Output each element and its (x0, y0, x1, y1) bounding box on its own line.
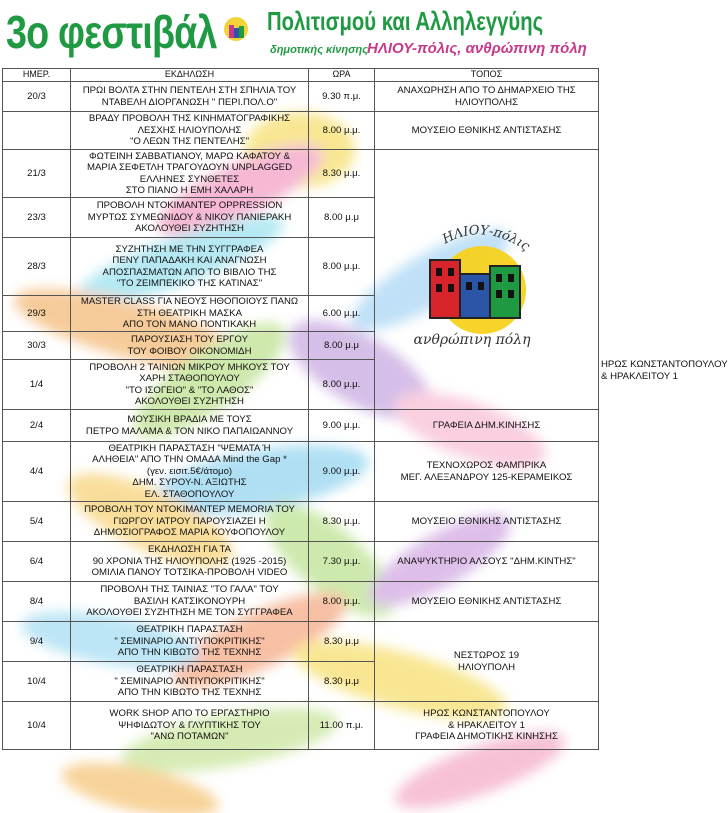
cell-event (71, 582, 309, 622)
cell-date: 6/4 (3, 542, 71, 582)
cell-text-line: & ΗΡΑΚΛΕΙΤΟΥ 1 (447, 719, 526, 731)
cell-date: 20/3 (3, 82, 71, 112)
cell-text-line: ΑΛΗΘΕΙΑ" ΑΠΟ ΤΗΝ ΟΜΑΔΑ Mind the Gap * (92, 454, 287, 466)
header (0, 0, 600, 66)
cell-place (375, 442, 599, 502)
header-place: ΤΟΠΟΣ (375, 69, 599, 82)
organizer-label: δημοτικής κίνησης (270, 44, 368, 56)
cell-text-line: "ΑΝΩ ΠΟΤΑΜΩΝ" (150, 731, 229, 743)
cell-text-line: ΑΚΟΛΟΥΘΕΙ ΣΥΖΗΤΗΣΗ ΜΕ ΤΟΝ ΣΥΓΓΡΑΦΕΑ (86, 607, 293, 619)
cell-event (71, 702, 309, 750)
table-row (3, 112, 599, 150)
cell-date: 5/4 (3, 502, 71, 542)
cell-event (71, 622, 309, 662)
cell-date: 28/3 (3, 238, 71, 296)
cell-date: 23/3 (3, 198, 71, 238)
cell-text-line: ΗΛΙΟΥΠΟΛΗ (457, 661, 516, 673)
cell-text-line: ΜΑΡΙΑ ΣΕΦΕΤΛΗ ΤΡΑΓΟΥΔΟΥΝ UNPLAGGED (86, 162, 292, 173)
cell-event (71, 360, 309, 410)
festival-title: 3ο φεστιβάλ (6, 6, 217, 58)
table-row (3, 502, 599, 542)
cell-time: 8.00 μ.μ. (309, 582, 375, 622)
cell-text-line: ΑΝΑΨΥΚΤΗΡΙΟ ΑΛΣΟΥΣ "ΔΗΜ.ΚΙΝΤΗΣ" (397, 555, 576, 567)
cell-text-line: ΠΕΝΥ ΠΑΠΑΔΑΚΗ ΚΑΙ ΑΝΑΓΝΩΣΗ (112, 255, 267, 266)
cell-text-line: ΝΕΣΤΩΡΟΣ 19 (453, 650, 520, 661)
cell-text-line: " ΣΕΜΙΝΑΡΙΟ ΑΝΤΙΥΠΟΚΡΙΤΙΚΗΣ" (114, 675, 265, 687)
cell-place (375, 702, 599, 750)
cell-time: 8.00 μ.μ. (309, 238, 375, 296)
cell-text-line: ΑΚΟΛΟΥΘΕΙ ΣΥΖΗΤΗΣΗ (135, 223, 244, 235)
cell-text-line: WORK SHOP ΑΠΟ ΤΟ ΕΡΓΑΣΤΗΡΙΟ (109, 708, 270, 720)
cell-event (71, 296, 309, 332)
table-row (3, 542, 599, 582)
cell-text-line: ΟΜΙΛΙΑ ΠΑΝΟΥ ΤΟΤΣΙΚΑ-ΠΡΟΒΟΛΗ VIDEO (91, 567, 288, 579)
cell-text-line: ΜΕΓ. ΑΛΕΞΑΝΔΡΟΥ 125-ΚΕΡΑΜΕΙΚΟΣ (400, 471, 573, 483)
cell-text-line: ΒΡΑΔΥ ΠΡΟΒΟΛΗ ΤΗΣ ΚΙΝΗΜΑΤΟΓΡΑΦΙΚΗΣ (88, 113, 291, 125)
cell-text-line: 90 ΧΡΟΝΙΑ ΤΗΣ ΗΛΙΟΥΠΟΛΗΣ (1925 -2015) (92, 555, 287, 567)
cell-event (71, 442, 309, 502)
cell-text-line: ΣΤΗ ΘΕΑΤΡΙΚΗ ΜΑΣΚΑ (137, 307, 242, 319)
program-table (2, 68, 728, 750)
cell-text-line: MASTER CLASS ΓΙΑ ΝΕΟΥΣ ΗΘΟΠΟΙΟΥΣ ΠΑΝΩ (80, 296, 299, 308)
cell-date: 30/3 (3, 332, 71, 360)
cell-text-line: ΤΕΧΝΟΧΩΡΟΣ ΦΑΜΠΡΙΚΑ (426, 460, 547, 471)
cell-date (3, 112, 71, 150)
cell-text-line: ΠΡΟΒΟΛΗ ΝΤΟΚΙΜΑΝΤΕΡ OPPRESSION (96, 200, 283, 212)
movement-name: ΗΛΙΟΥ-πόλις, ανθρώπινη πόλη (367, 40, 587, 57)
cell-time: 8.30 μ.μ. (309, 502, 375, 542)
cell-time: 7.30 μ.μ. (309, 542, 375, 582)
cell-time: 9.00 μ.μ. (309, 442, 375, 502)
cell-time: 11.00 π.μ. (309, 702, 375, 750)
cell-event (71, 410, 309, 442)
cell-date: 4/4 (3, 442, 71, 502)
cell-time: 8.00 μ.μ (309, 198, 375, 238)
header-date: ΗΜΕΡ. (3, 69, 71, 82)
cell-time: 8.00 μ.μ (309, 332, 375, 360)
cell-text-line: ΘΕΑΤΡΙΚΗ ΠΑΡΑΣΤΑΣΗ (136, 624, 243, 636)
cell-text-line: ΓΙΩΡΓΟΥ ΙΑΤΡΟΥ ΠΑΡΟΥΣΙΑΖΕΙ Η (113, 515, 266, 527)
cell-date: 10/4 (3, 702, 71, 750)
cell-time: 9.30 π.μ. (309, 82, 375, 112)
cell-text-line: ΜΟΥΣΕΙΟ ΕΘΝΙΚΗΣ ΑΝΤΙΣΤΑΣΗΣ (411, 595, 562, 607)
cell-text-line: ΜΥΡΤΩΣ ΣΥΜΕΩΝΙΔΟΥ & ΝΙΚΟΥ ΠΑΝΙΕΡΑΚΗ (87, 211, 292, 223)
cell-place (375, 112, 599, 150)
cell-place (375, 82, 599, 112)
cell-text-line: " ΣΕΜΙΝΑΡΙΟ ΑΝΤΙΥΠΟΚΡΙΤΙΚΗΣ" (114, 635, 265, 647)
cell-event (71, 332, 309, 360)
cell-text-line: ΣΥΖΗΤΗΣΗ ΜΕ ΤΗΝ ΣΥΓΓΡΑΦΕΑ (115, 243, 264, 255)
cell-text-line: ΑΠΟ ΤΗΝ ΚΙΒΩΤΟ ΤΗΣ ΤΕΧΝΗΣ (117, 687, 262, 699)
cell-date: 9/4 (3, 622, 71, 662)
cell-time: 6.00 μ.μ. (309, 296, 375, 332)
table-row (3, 442, 599, 502)
cell-text-line: "Ο ΛΕΩΝ ΤΗΣ ΠΕΝΤΕΛΗΣ" (130, 136, 249, 148)
cell-text-line: ΜΟΥΣΕΙΟ ΕΘΝΙΚΗΣ ΑΝΤΙΣΤΑΣΗΣ (411, 515, 562, 527)
cell-text-line: ΘΕΑΤΡΙΚΗ ΠΑΡΑΣΤΑΣΗ (136, 664, 243, 676)
cell-date: 8/4 (3, 582, 71, 622)
table-row: 30/3 ΠΑΡΟΥΣΙΑΣΗ ΤΟΥ ΕΡΓΟΥ ΤΟΥ ΦΟΙΒΟΥ ΟΙΚΟΝΟΜΙΔΗ 8.00 μ.μ ΗΡΩΣ ΚΩΝΣΤΑΝΤΟΠΟΥΛΟΥ & ΗΡΑΚΛΕΙΤΟΥ 1 (3, 332, 599, 360)
cell-event (71, 502, 309, 542)
cell-text-line: ΕΛ. ΣΤΑΘΟΠΟΥΛΟΥ (144, 488, 235, 500)
cell-date: 10/4 (3, 662, 71, 702)
cell-text-line: ΠΡΟΒΟΛΗ ΤΟΥ ΝΤΟΚΙΜΑΝΤΕΡ MEMORIA ΤΟΥ (84, 504, 295, 516)
cell-text-line: ΘΕΑΤΡΙΚΗ ΠΑΡΑΣΤΑΣΗ "ΨΕΜΑΤΑ Ή (108, 442, 271, 454)
cell-text-line: ΕΚΔΗΛΩΣΗ ΓΙΑ ΤΑ (147, 544, 232, 556)
cell-event (71, 112, 309, 150)
cell-event (71, 662, 309, 702)
header-event: ΕΚΔΗΛΩΣΗ (71, 69, 309, 82)
cell-event (71, 238, 309, 296)
cell-text-line: "ΤΟ ΖΕΙΜΠΕΚΙΚΟ ΤΗΣ ΚΑΤΙΝΑΣ" (116, 278, 263, 289)
cell-text-line: ΨΗΦΙΔΩΤΟΥ & ΓΛΥΠΤΙΚΗΣ ΤΟΥ (118, 719, 261, 731)
cell-text-line: ΓΡΑΦΕΙΑ ΔΗΜΟΤΙΚΗΣ ΚΙΝΗΣΗΣ (415, 731, 558, 743)
cell-time: 9.00 μ.μ. (309, 410, 375, 442)
cell-text-line: ΔΗΜ. ΣΥΡΟΥ-Ν. ΑΞΙΩΤΗΣ (132, 477, 247, 489)
table-row (3, 410, 599, 442)
cell-text-line: ΧΑΡΗ ΣΤΑΘΟΠΟΥΛΟΥ (139, 373, 240, 384)
cell-date: 1/4 (3, 360, 71, 410)
cell-text-line: ΦΩΤΕΙΝΗ ΣΑΒΒΑΤΙΑΝΟΥ, ΜΑΡΩ ΚΑΦΑΤΟΥ & (89, 150, 290, 162)
cell-time: 8.30 μ.μ (309, 662, 375, 702)
cell-text-line: ΑΚΟΛΟΥΘΕΙ ΣΥΖΗΤΗΣΗ (135, 396, 244, 407)
cell-text-line: (γεν. εισιτ.5€/άτομο) (146, 465, 233, 477)
cell-text-line: ΠΑΡΟΥΣΙΑΣΗ ΤΟΥ ΕΡΓΟΥ (131, 334, 248, 345)
place-nestoros (375, 622, 599, 702)
cell-text-line: ΗΛΙΟΥΠΟΛΗΣ (454, 96, 519, 108)
cell-date: 2/4 (3, 410, 71, 442)
place-grafeia (375, 410, 599, 442)
cell-event (71, 150, 309, 198)
cell-text-line: ΠΡΟΒΟΛΗ 2 ΤΑΙΝΙΩΝ ΜΙΚΡΟΥ ΜΗΚΟΥΣ ΤΟΥ (89, 361, 290, 373)
cell-text-line: ΤΟΥ ΦΟΙΒΟΥ ΟΙΚΟΝΟΜΙΔΗ (127, 345, 252, 357)
cell-text-line: ΛΕΣΧΗΣ ΗΛΙΟΥΠΟΛΗΣ (137, 124, 242, 136)
cell-place (375, 542, 599, 582)
table-row (3, 702, 599, 750)
cell-text-line: ΗΡΩΣ ΚΩΝΣΤΑΝΤΟΠΟΥΛΟΥ (423, 708, 550, 720)
table-header-row (3, 69, 599, 82)
cell-text-line: ΒΑΣΙΛΗ ΚΑΤΣΙΚΟΝΟΥΡΗ (133, 595, 246, 607)
festival-subtitle: Πολιτισμού και Αλληλεγγύης (267, 6, 544, 36)
cell-event (71, 198, 309, 238)
cell-place (375, 502, 599, 542)
cell-text-line: ΑΠΟΣΠΑΣΜΑΤΩΝ ΑΠΟ ΤΟ ΒΙΒΛΙΟ ΤΗΣ (102, 266, 277, 278)
cell-text-line: ΠΕΤΡΟ ΜΑΛΑΜΑ & ΤΟΝ ΝΙΚΟ ΠΑΠΑΙΩΑΝΝΟΥ (85, 425, 294, 437)
cell-text-line: ΔΗΜΟΣΙΟΓΡΑΦΟΣ ΜΑΡΙΑ ΚΟΥΦΟΠΟΥΛΟΥ (93, 527, 286, 539)
logo-caption: ανθρώπινη πόλη (413, 332, 531, 348)
logo-arc-text: ΗΛΙΟΥ-πόλις (440, 223, 533, 255)
cell-time: 8.00 μ.μ. (309, 360, 375, 410)
header-time: ΩΡΑ (309, 69, 375, 82)
cell-place (375, 582, 599, 622)
cell-event (71, 542, 309, 582)
cell-text-line: ΠΡΟΒΟΛΗ ΤΗΣ ΤΑΙΝΙΑΣ "ΤΟ ΓΑΛΑ" ΤΟΥ (100, 584, 279, 596)
movement-logo (400, 222, 550, 352)
cell-text-line: ΑΝΑΧΩΡΗΣΗ ΑΠΟ ΤΟ ΔΗΜΑΡΧΕΙΟ ΤΗΣ (397, 85, 576, 96)
cell-text-line: ΝΤΑΒΕΛΗ ΔΙΟΡΓΑΝΩΣΗ " ΠΕΡΙ.ΠΟΛ.Ο" (101, 96, 278, 108)
cell-time: 8.30 μ.μ (309, 622, 375, 662)
cell-text-line: ΜΟΥΣΙΚΗ ΒΡΑΔΙΑ ΜΕ ΤΟΥΣ (127, 414, 252, 425)
cell-text-line: ΓΡΑΦΕΙΑ ΔΗΜ.ΚΙΝΗΣΗΣ (432, 419, 541, 431)
cell-text-line: "ΤΟ ΙΣΟΓΕΙΟ" & "ΤΟ ΛΑΘΟΣ" (125, 384, 254, 396)
cell-date: 29/3 (3, 296, 71, 332)
table-row (3, 582, 599, 622)
cell-event (71, 82, 309, 112)
table-row (3, 150, 599, 198)
cell-time: 8.00 μ.μ. (309, 112, 375, 150)
cell-text-line: ΑΠΟ ΤΟΝ ΜΑΝΟ ΠΟΝΤΙΚΑΚΗ (122, 319, 257, 331)
movement-logo-icon (223, 16, 249, 42)
cell-text-line: ΣΤΟ ΠΙΑΝΟ Η ΕΜΗ ΧΑΛΑΡΗ (125, 185, 254, 196)
table-row (3, 622, 599, 662)
cell-text-line: ΠΡΩΙ ΒΟΛΤΑ ΣΤΗΝ ΠΕΝΤΕΛΗ ΣΤΗ ΣΠΗΛΙΑ ΤΟΥ (82, 85, 297, 96)
cell-date: 21/3 (3, 150, 71, 198)
table-row (3, 82, 599, 112)
cell-text-line: ΕΛΛΗΝΕΣ ΣΥΝΘΕΤΕΣ (139, 173, 240, 185)
cell-time: 8.30 μ.μ. (309, 150, 375, 198)
cell-text-line: ΑΠΟ ΤΗΝ ΚΙΒΩΤΟ ΤΗΣ ΤΕΧΝΗΣ (117, 647, 262, 659)
cell-text-line: ΜΟΥΣΕΙΟ ΕΘΝΙΚΗΣ ΑΝΤΙΣΤΑΣΗΣ (411, 124, 562, 136)
